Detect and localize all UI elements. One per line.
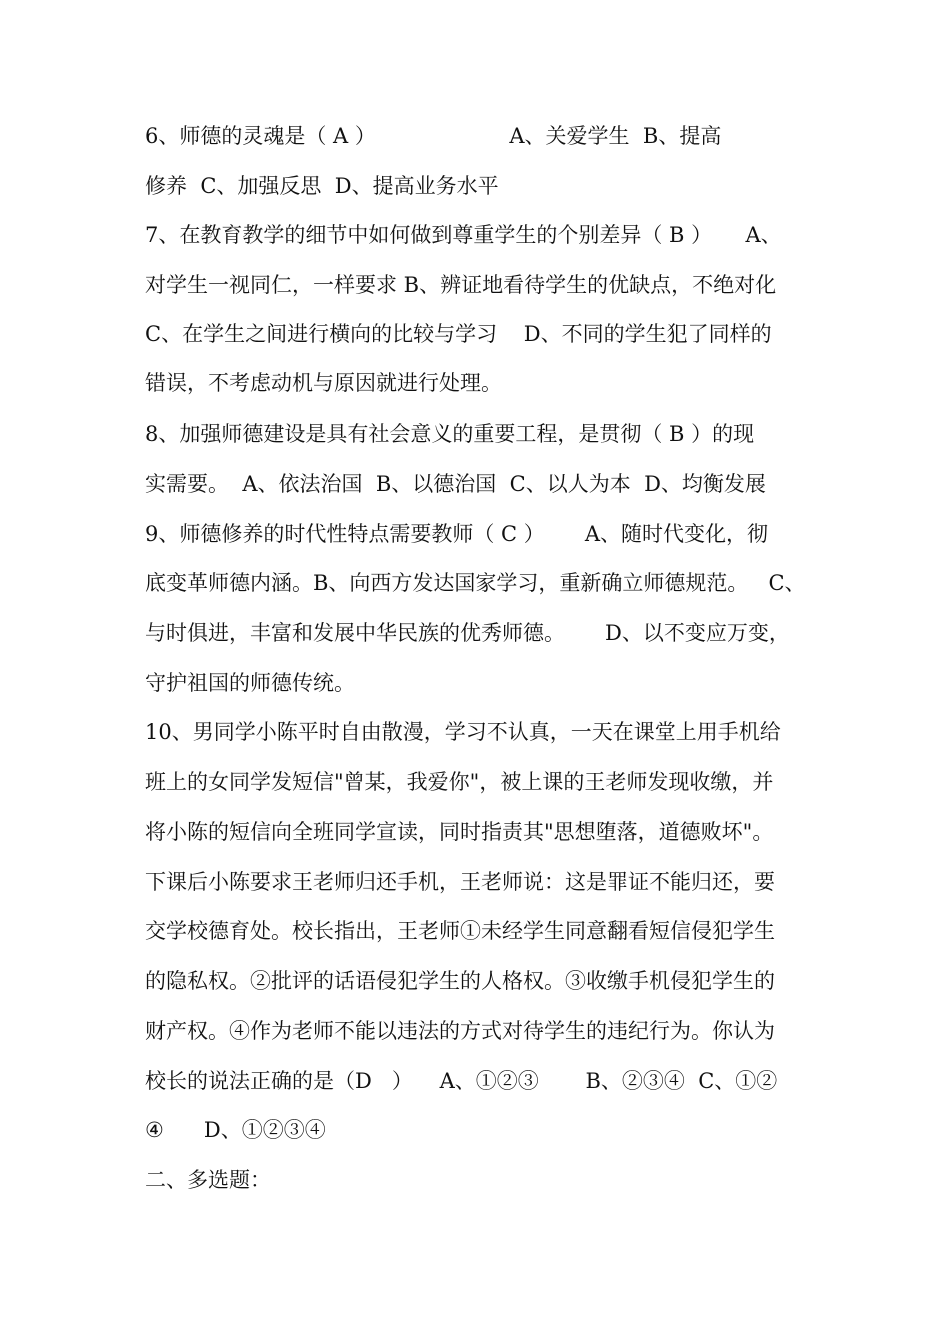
question-7-line-1: 7、在教育教学的细节中如何做到尊重学生的个别差异（ B ） A、 [145,223,782,247]
question-8-line-2: 实需要。 A、依法治国 B、以德治国 C、以人为本 D、均衡发展 [145,472,766,496]
question-7-line-3: C、在学生之间进行横向的比较与学习 D、不同的学生犯了同样的 [145,322,772,346]
question-10-line-6: 的隐私权。②批评的话语侵犯学生的人格权。③收缴手机侵犯学生的 [145,969,775,993]
question-10-line-9: ④ D、①②③④ [145,1118,326,1142]
question-10-line-4: 下课后小陈要求王老师归还手机，王老师说：这是罪证不能归还，要 [145,870,775,894]
question-10-line-7: 财产权。④作为老师不能以违法的方式对待学生的违纪行为。你认为 [145,1019,775,1043]
question-8-line-1: 8、加强师德建设是具有社会意义的重要工程，是贯彻（ B ）的现 [145,422,755,446]
question-10-line-1: 10、男同学小陈平时自由散漫，学习不认真，一天在课堂上用手机给 [145,720,781,744]
section-heading: 二、多选题： [145,1168,271,1192]
question-10-line-5: 交学校德育处。校长指出，王老师①未经学生同意翻看短信侵犯学生 [145,919,775,943]
question-9-line-4: 守护祖国的师德传统。 [145,671,355,695]
question-6-line-2: 修养 C、加强反思 D、提高业务水平 [145,174,499,198]
question-7-line-4: 错误，不考虑动机与原因就进行处理。 [145,371,502,395]
question-10-line-2: 班上的女同学发短信"曾某，我爱你"，被上课的王老师发现收缴，并 [145,770,774,794]
question-9-line-3: 与时俱进，丰富和发展中华民族的优秀师德。 D、以不变应万变， [145,621,790,645]
question-10-line-3: 将小陈的短信向全班同学宣读，同时指责其"思想堕落，道德败坏"。 [145,820,774,844]
question-9-line-2: 底变革师德内涵。B、向西方发达国家学习，重新确立师德规范。 C、 [145,571,806,595]
question-6-line-1: 6、师德的灵魂是（ A ） A、关爱学生 B、提高 [145,124,722,148]
question-10-line-8: 校长的说法正确的是（D ） A、①②③ B、②③④ C、①② [145,1069,778,1093]
question-7-line-2: 对学生一视同仁，一样要求 B、辨证地看待学生的优缺点，不绝对化 [145,273,777,297]
question-9-line-1: 9、师德修养的时代性特点需要教师（ C ） A、随时代变化，彻 [145,522,768,546]
